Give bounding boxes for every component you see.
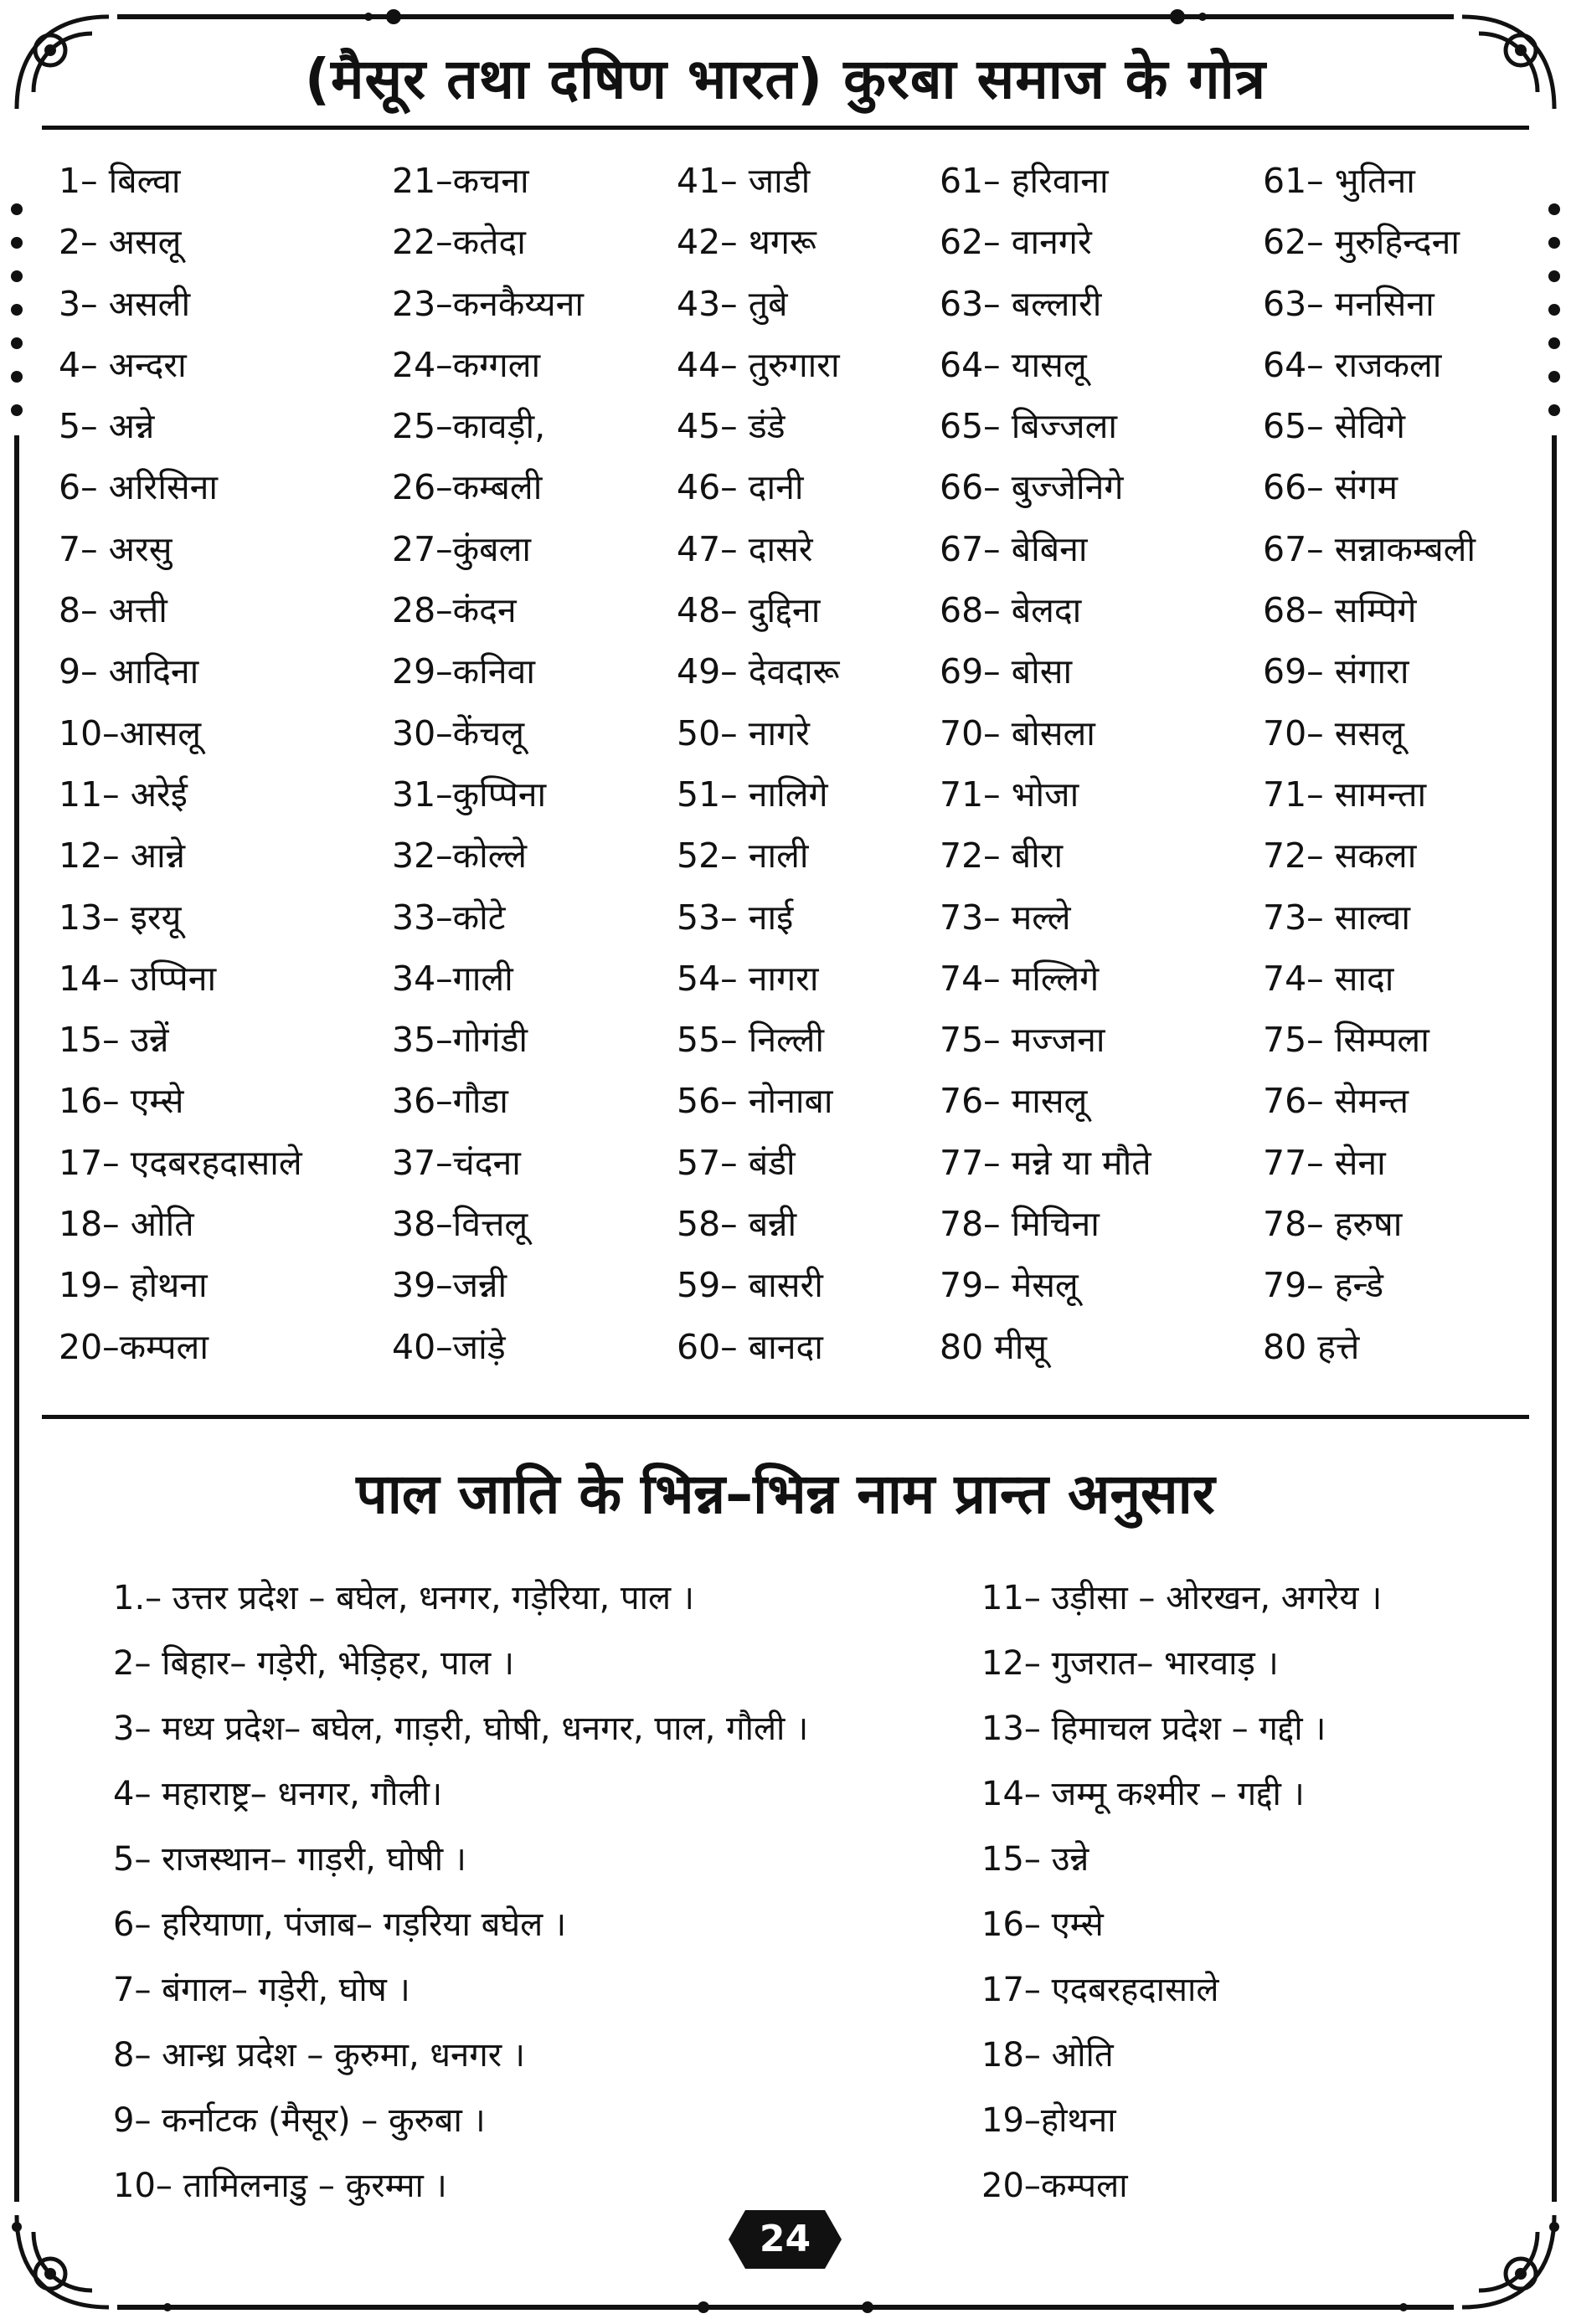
gotra-item: 78– हरुषा (1263, 1204, 1403, 1245)
province-item: 10– तामिलनाडु – कुरम्मा । (113, 2167, 447, 2205)
gotra-item: 61– हरिवाना (940, 161, 1109, 201)
gotra-item: 23–कनकैय्यना (392, 283, 585, 324)
gotra-item: 59– बासरी (677, 1265, 823, 1306)
province-item: 6– हरियाणा, पंजाब– गड़रिया बघेल । (113, 1905, 567, 1944)
gotra-item: 52– नाली (677, 836, 809, 877)
gotra-item: 1– बिल्वा (59, 161, 181, 201)
gotra-item: 34–गाली (392, 958, 513, 999)
gotra-column-1 (59, 151, 302, 1378)
gotra-item: 29–कनिवा (392, 651, 535, 692)
gotra-item: 79– मेसलू (940, 1265, 1079, 1306)
gotra-item: 77– मन्ने या मौते (940, 1142, 1151, 1183)
gotra-item: 70– बोसला (940, 712, 1095, 753)
gotra-item: 63– मनसिना (1263, 283, 1435, 324)
gotra-item: 74– सादा (1263, 958, 1394, 999)
gotra-item: 32–कोल्ले (392, 836, 528, 877)
gotra-item: 47– दासरे (677, 528, 813, 569)
gotra-item: 27–कुंबला (392, 528, 531, 569)
gotra-item: 5– अन्ने (59, 406, 155, 447)
gotra-column-3 (677, 151, 840, 1378)
title-divider (42, 126, 1529, 130)
gotra-item: 80 हत्ते (1263, 1326, 1360, 1367)
gotra-item: 62– वानगरे (940, 222, 1092, 263)
gotra-item: 74– मल्लिगे (940, 958, 1100, 999)
gotra-item: 70– ससलू (1263, 712, 1404, 753)
gotra-item: 15– उन्नें (59, 1020, 169, 1061)
gotra-item: 64– यासलू (940, 344, 1087, 385)
gotra-item: 53– नाई (677, 897, 794, 938)
gotra-item: 69– बोसा (940, 651, 1073, 692)
gotra-item: 65– बिज्जला (940, 406, 1118, 447)
gotra-item: 76– सेमन्त (1263, 1081, 1409, 1122)
gotra-item: 44– तुरुगारा (677, 344, 840, 385)
gotra-item: 66– संगम (1263, 467, 1398, 508)
gotra-item: 7– अरसु (59, 528, 173, 569)
province-item: 4– महाराष्ट्र– धनगर, गौली। (113, 1775, 443, 1813)
province-item: 16– एम्से (981, 1905, 1104, 1944)
gotra-column-5 (1263, 151, 1476, 1378)
gotra-item: 16– एम्से (59, 1081, 184, 1122)
gotra-item: 26–कम्बली (392, 467, 543, 508)
gotra-item: 33–कोटे (392, 897, 506, 938)
gotra-item: 55– निल्ली (677, 1020, 824, 1061)
gotra-item: 38–वित्तलू (392, 1204, 528, 1245)
section-title: पाल जाति के भिन्न–भिन्न नाम प्रान्त अनुसार (356, 1462, 1215, 1526)
gotra-item: 72– बीरा (940, 836, 1064, 877)
gotra-item: 45– डंडे (677, 406, 786, 447)
gotra-item: 69– संगारा (1263, 651, 1409, 692)
gotra-item: 13– इरयू (59, 897, 182, 938)
province-item: 13– हिमाचल प्रदेश – गद्दी । (981, 1710, 1326, 1748)
gotra-item: 3– असली (59, 283, 191, 324)
gotra-item: 73– मल्ले (940, 897, 1071, 938)
gotra-item: 10–आसलू (59, 712, 202, 753)
section-divider (42, 1415, 1529, 1419)
province-item: 20–कम्पला (981, 2167, 1128, 2205)
page-title: (मैसूर तथा दषिण भारत) कुरबा समाज के गोत्र (304, 47, 1267, 111)
gotra-item: 80 मीसू (940, 1326, 1048, 1367)
gotra-item: 41– जाडी (677, 161, 811, 201)
province-list-right (981, 1566, 1382, 2219)
province-item: 8– आन्ध्र प्रदेश – कुरुमा, धनगर । (113, 2036, 525, 2075)
province-item: 5– राजस्थान– गाड़री, घोषी । (113, 1840, 466, 1879)
gotra-item: 35–गोगंडी (392, 1020, 528, 1061)
gotra-item: 49– देवदारू (677, 651, 840, 692)
gotra-item: 30–केंचलू (392, 712, 524, 753)
province-item: 14– जम्मू कश्मीर – गद्दी । (981, 1775, 1305, 1813)
province-item: 18– ओति (981, 2036, 1114, 2075)
gotra-item: 60– बानदा (677, 1326, 823, 1367)
gotra-item: 56– नोनाबा (677, 1081, 833, 1122)
gotra-item: 14– उप्पिना (59, 958, 217, 999)
gotra-item: 67– सन्नाकम्बली (1263, 528, 1476, 569)
gotra-item: 25–कावड़ी, (392, 406, 546, 447)
gotra-item: 68– बेलदा (940, 590, 1082, 631)
gotra-item: 57– बंडी (677, 1142, 796, 1183)
gotra-item: 43– तुबे (677, 283, 788, 324)
gotra-item: 62– मुरुहिन्दना (1263, 222, 1460, 263)
province-item: 2– बिहार– गड़ेरी, भेड़िहर, पाल । (113, 1644, 515, 1683)
gotra-item: 71– भोजा (940, 774, 1079, 815)
gotra-item: 46– दानी (677, 467, 804, 508)
gotra-item: 19– होथना (59, 1265, 208, 1306)
gotra-item: 76– मासलू (940, 1081, 1088, 1122)
gotra-item: 17– एदबरहदासाले (59, 1142, 302, 1183)
gotra-item: 50– नागरे (677, 712, 810, 753)
gotra-item: 58– बन्नी (677, 1204, 797, 1245)
gotra-item: 2– असलू (59, 222, 182, 263)
gotra-item: 31–कुप्पिना (392, 774, 547, 815)
gotra-item: 39–जन्नी (392, 1265, 507, 1306)
gotra-item: 37–चंदना (392, 1142, 521, 1183)
gotra-item: 51– नालिगे (677, 774, 828, 815)
gotra-item: 48– दुद्दिना (677, 590, 821, 631)
gotra-item: 36–गौडा (392, 1081, 508, 1122)
gotra-item: 21–कचना (392, 161, 529, 201)
gotra-item: 66– बुज्जेनिगे (940, 467, 1124, 508)
province-item: 7– बंगाल– गड़ेरी, घोष । (113, 1971, 410, 2009)
gotra-item: 65– सेविगे (1263, 406, 1405, 447)
province-list-left (113, 1566, 808, 2219)
gotra-item: 54– नागरा (677, 958, 819, 999)
gotra-item: 72– सकला (1263, 836, 1417, 877)
gotra-item: 18– ओति (59, 1204, 194, 1245)
gotra-item: 75– सिम्पला (1263, 1020, 1429, 1061)
province-item: 12– गुजरात– भारवाड़ । (981, 1644, 1279, 1683)
gotra-item: 42– थगरू (677, 222, 816, 263)
province-item: 3– मध्य प्रदेश– बघेल, गाड़री, घोषी, धनगर, पाल, गौली । (113, 1710, 809, 1748)
gotra-item: 64– राजकला (1263, 344, 1442, 385)
gotra-item: 68– सम्पिगे (1263, 590, 1417, 631)
gotra-item: 12– आन्ने (59, 836, 185, 877)
gotra-item: 6– अरिसिना (59, 467, 219, 508)
gotra-column-2 (392, 151, 584, 1378)
gotra-item: 24–कग्गला (392, 344, 541, 385)
gotra-item: 78– मिचिना (940, 1204, 1100, 1245)
province-item: 17– एदबरहदासाले (981, 1971, 1219, 2009)
gotra-item: 20–कम्पला (59, 1326, 209, 1367)
gotra-item: 8– अत्ती (59, 590, 167, 631)
gotra-column-4 (940, 151, 1151, 1378)
province-item: 9– कर्नाटक (मैसूर) – कुरुबा । (113, 2101, 486, 2140)
page-number: 24 (759, 2218, 811, 2260)
gotra-item: 73– साल्वा (1263, 897, 1410, 938)
gotra-item: 22–कतेदा (392, 222, 526, 263)
gotra-item: 77– सेना (1263, 1142, 1386, 1183)
province-item: 19–होथना (981, 2101, 1116, 2140)
gotra-item: 71– सामन्ता (1263, 774, 1427, 815)
province-item: 15– उन्ने (981, 1840, 1089, 1879)
gotra-item: 40–जांड़े (392, 1326, 506, 1367)
gotra-item: 9– आदिना (59, 651, 199, 692)
province-item: 1.– उत्तर प्रदेश – बघेल, धनगर, गड़ेरिया, पाल । (113, 1579, 694, 1617)
gotra-item: 4– अन्दरा (59, 344, 187, 385)
gotra-item: 61– भुतिना (1263, 161, 1415, 201)
gotra-item: 28–कंदन (392, 590, 517, 631)
gotra-item: 67– बेबिना (940, 528, 1088, 569)
gotra-item: 75– मज्जना (940, 1020, 1105, 1061)
province-item: 11– उड़ीसा – ओरखन, अगरेय । (981, 1579, 1383, 1617)
gotra-item: 63– बल्लारी (940, 283, 1102, 324)
gotra-item: 11– अरेई (59, 774, 188, 815)
gotra-item: 79– हन्डे (1263, 1265, 1384, 1306)
